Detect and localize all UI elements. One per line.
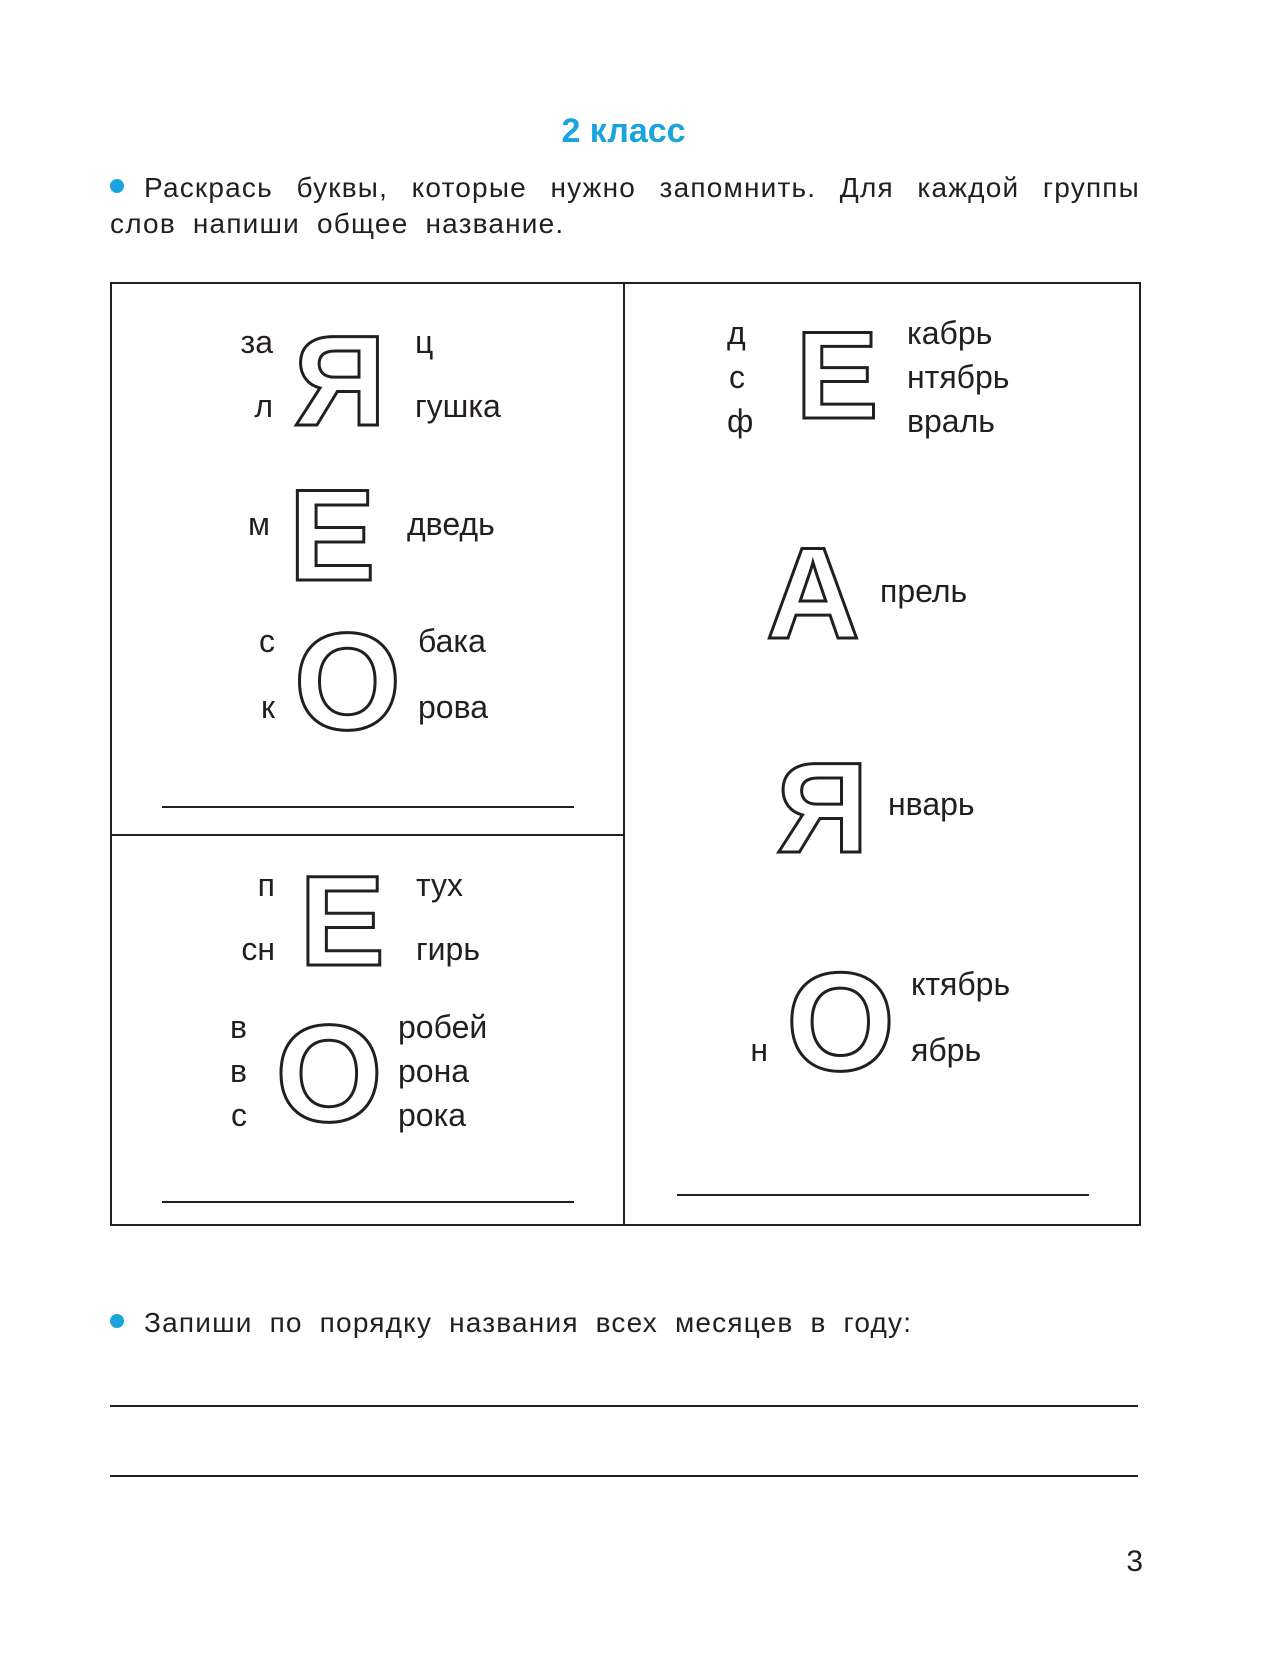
- word-suffix: кабрь: [907, 315, 993, 351]
- word-prefix: м: [248, 506, 270, 542]
- word-suffix: нтябрь: [907, 359, 1010, 395]
- outline-letter-o[interactable]: О: [786, 943, 895, 1100]
- table-divider-horizontal: [110, 834, 625, 836]
- word-suffix: враль: [907, 403, 995, 439]
- word-suffix: рона: [398, 1053, 470, 1089]
- outline-letter-ya[interactable]: Я: [776, 737, 869, 880]
- outline-letter-o[interactable]: О: [293, 605, 402, 759]
- answer-line-birds[interactable]: [162, 1201, 574, 1203]
- bullet-icon: [110, 179, 124, 193]
- word-suffix: тух: [416, 867, 464, 903]
- word-prefix: в: [230, 1009, 247, 1045]
- word-prefix: д: [727, 315, 746, 351]
- outline-letter-e[interactable]: Е: [288, 462, 376, 608]
- word-prefix: с: [231, 1097, 247, 1133]
- outline-letter-o[interactable]: О: [275, 997, 383, 1151]
- page-title: 2 класс: [561, 112, 686, 150]
- answer-line-animals[interactable]: [162, 806, 574, 808]
- word-prefix: с: [259, 623, 275, 659]
- word-suffix: дведь: [407, 506, 495, 542]
- table-divider-vertical: [623, 282, 625, 1226]
- word-suffix: бака: [418, 623, 486, 659]
- word-prefix: п: [257, 867, 275, 903]
- word-suffix: прель: [880, 573, 968, 609]
- task-1: [110, 170, 1140, 242]
- answer-line-months[interactable]: [677, 1194, 1089, 1196]
- page-number: 3: [1126, 1545, 1143, 1578]
- task-2-text: Запиши по порядку названия всех месяцев в году:: [144, 1307, 913, 1338]
- outline-letter-e[interactable]: Е: [299, 850, 385, 993]
- word-suffix: ябрь: [911, 1032, 982, 1068]
- outline-letter-e[interactable]: Е: [795, 307, 879, 445]
- word-suffix: рова: [418, 689, 489, 725]
- word-suffix: нварь: [888, 786, 975, 822]
- word-suffix: гирь: [416, 931, 481, 967]
- bullet-icon: [110, 1314, 124, 1328]
- outline-letter-ya[interactable]: Я: [294, 310, 386, 453]
- word-prefix: л: [254, 388, 273, 424]
- word-suffix: ктябрь: [911, 966, 1011, 1002]
- outline-letter-a[interactable]: А: [766, 520, 860, 666]
- word-suffix: рока: [398, 1097, 467, 1133]
- word-prefix: к: [261, 689, 275, 725]
- word-prefix: н: [750, 1032, 768, 1068]
- word-prefix: за: [240, 324, 273, 360]
- word-suffix: робей: [398, 1009, 488, 1045]
- word-prefix: в: [230, 1053, 247, 1089]
- answer-line-1[interactable]: [110, 1405, 1138, 1407]
- answer-line-2[interactable]: [110, 1475, 1138, 1477]
- word-suffix: ц: [415, 324, 434, 360]
- word-prefix: сн: [241, 931, 275, 967]
- word-suffix: гушка: [415, 388, 501, 424]
- word-prefix: ф: [727, 403, 754, 439]
- task-1-text: Раскрась буквы, которые нужно запомнить. Для каждой группы слов напиши общее название.: [110, 172, 1140, 239]
- word-prefix: с: [729, 359, 745, 395]
- task-2: [110, 1305, 1140, 1341]
